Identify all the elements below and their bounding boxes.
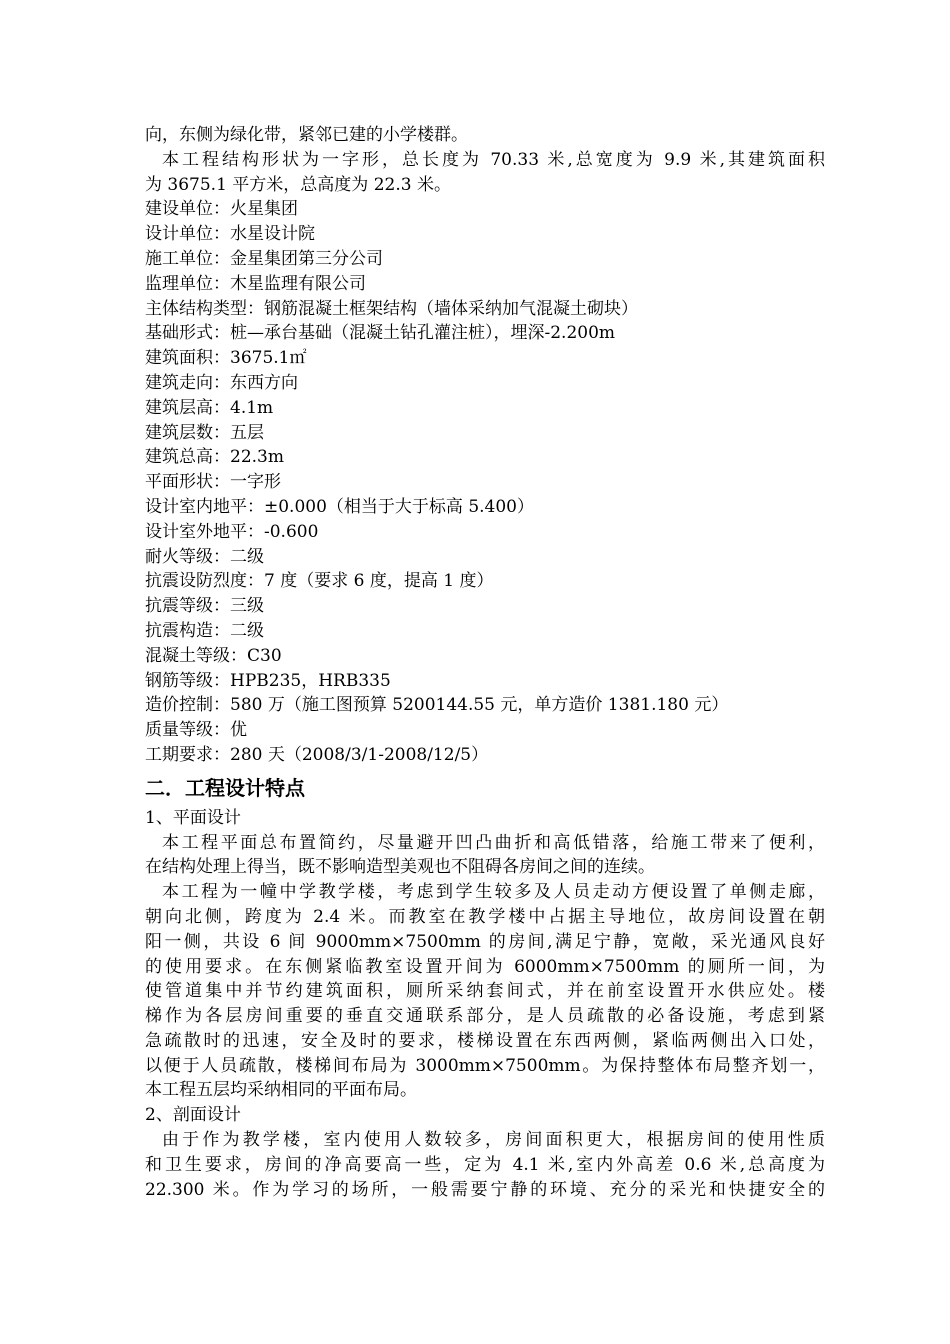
fact-quality-grade: 质量等级：优 — [145, 720, 247, 741]
fact-storey-height: 建筑层高：4.1m — [145, 397, 274, 418]
fact-rebar-grade: 钢筋等级：HPB235，HRB335 — [145, 670, 391, 691]
fact-seismic-intensity: 抗震设防烈度：7 度（要求 6 度，提高 1 度） — [145, 571, 494, 592]
fact-fire-rating: 耐火等级：二级 — [145, 546, 264, 567]
fact-supervision-unit: 监理单位：木星监理有限公司 — [145, 273, 366, 294]
subsection-title-plan: 1、平面设计 — [145, 807, 241, 828]
paragraph-line: 梯作为各层房间重要的垂直交通联系部分，是人员疏散的必备设施，考虑到紧 — [145, 1006, 825, 1027]
paragraph-line: 阳一侧，共设 6 间 9000mm×7500mm 的房间,满足宁静，宽敞，采光通风良好 — [145, 931, 825, 952]
paragraph-plan-1 — [145, 831, 825, 881]
fact-floor-area: 建筑面积：3675.1㎡ — [145, 348, 307, 369]
fact-outdoor-level: 设计室外地平：-0.600 — [145, 521, 319, 542]
paragraph-line: 本工程平面总布置简约，尽量避开凹凸曲折和高低错落，给施工带来了便利， — [162, 832, 825, 853]
fact-builder-unit: 施工单位：金星集团第三分公司 — [145, 248, 383, 269]
paragraph-line: 以便于人员疏散，楼梯间布局为 3000mm×7500mm。为保持整体布局整齐划一， — [145, 1055, 825, 1076]
subsection-title-section: 2、剖面设计 — [145, 1105, 241, 1126]
paragraph-line: 22.300 米。作为学习的场所，一般需要宁静的环境、充分的采光和快捷安全的 — [145, 1179, 825, 1200]
document-body — [145, 123, 825, 1202]
fact-design-unit: 设计单位：水星设计院 — [145, 224, 315, 245]
paragraph-line: 的使用要求。在东侧紧临教室设置开间为 6000mm×7500mm 的厕所一间，为 — [145, 956, 825, 977]
fact-seismic-construction: 抗震构造：二级 — [145, 620, 264, 641]
fact-schedule: 工期要求：280 天（2008/3/1-2008/12/5） — [145, 744, 489, 765]
paragraph-plan-2 — [145, 880, 825, 1103]
paragraph-line: 急疏散时的迅速，安全及时的要求，楼梯设置在东西两侧，紧临两侧出入口处， — [145, 1030, 825, 1051]
paragraph-line: 本工程为一幢中学教学楼，考虑到学生较多及人员走动方便设置了单侧走廊， — [162, 882, 825, 903]
paragraph-line: 由于作为教学楼，室内使用人数较多，房间面积更大，根据房间的使用性质 — [162, 1130, 825, 1151]
paragraph-line: 在结构处理上得当，既不影响造型美观也不阻碍各房间之间的连续。 — [145, 857, 655, 878]
fact-orientation: 建筑走向：东西方向 — [145, 372, 298, 393]
paragraph-line: 使管道集中并节约建筑面积，厕所采纳套间式，并在前室设置开水供应处。楼 — [145, 981, 825, 1002]
paragraph-line: 和卫生要求，房间的净高要高一些，定为 4.1 米,室内外高差 0.6 米,总高度为 — [145, 1154, 825, 1175]
intro-line: 向，东侧为绿化带，紧邻已建的小学楼群。 — [145, 125, 468, 145]
fact-foundation: 基础形式：桩—承台基础（混凝土钻孔灌注桩），埋深-2.200m — [145, 323, 616, 344]
fact-total-height: 建筑总高：22.3m — [145, 447, 284, 468]
fact-cost-control: 造价控制：580 万（施工图预算 5200144.55 元，单方造价 1381.180 元） — [145, 695, 729, 716]
fact-structure-type: 主体结构类型：钢筋混凝土框架结构（墙体采纳加气混凝土砌块） — [145, 298, 638, 319]
paragraph-section-1 — [145, 1128, 825, 1202]
fact-plan-shape: 平面形状：一字形 — [145, 472, 281, 493]
intro-line: 本工程结构形状为一字形，总长度为 70.33 米,总宽度为 9.9 米,其建筑面积 — [162, 149, 825, 170]
intro-line: 为 3675.1 平方米，总高度为 22.3 米。 — [145, 174, 451, 195]
paragraph-line: 朝向北侧，跨度为 2.4 米。而教室在教学楼中占据主导地位，故房间设置在朝 — [145, 906, 825, 927]
section-heading: 二．工程设计特点 — [145, 775, 305, 800]
fact-construction-unit: 建设单位：火星集团 — [145, 199, 298, 220]
fact-storeys: 建筑层数：五层 — [145, 422, 264, 443]
fact-concrete-grade: 混凝土等级：C30 — [145, 645, 282, 666]
paragraph-line: 本工程五层均采纳相同的平面布局。 — [145, 1080, 417, 1101]
fact-seismic-grade: 抗震等级：三级 — [145, 596, 264, 617]
fact-indoor-level: 设计室内地平：±0.000（相当于大于标高 5.400） — [145, 496, 534, 517]
